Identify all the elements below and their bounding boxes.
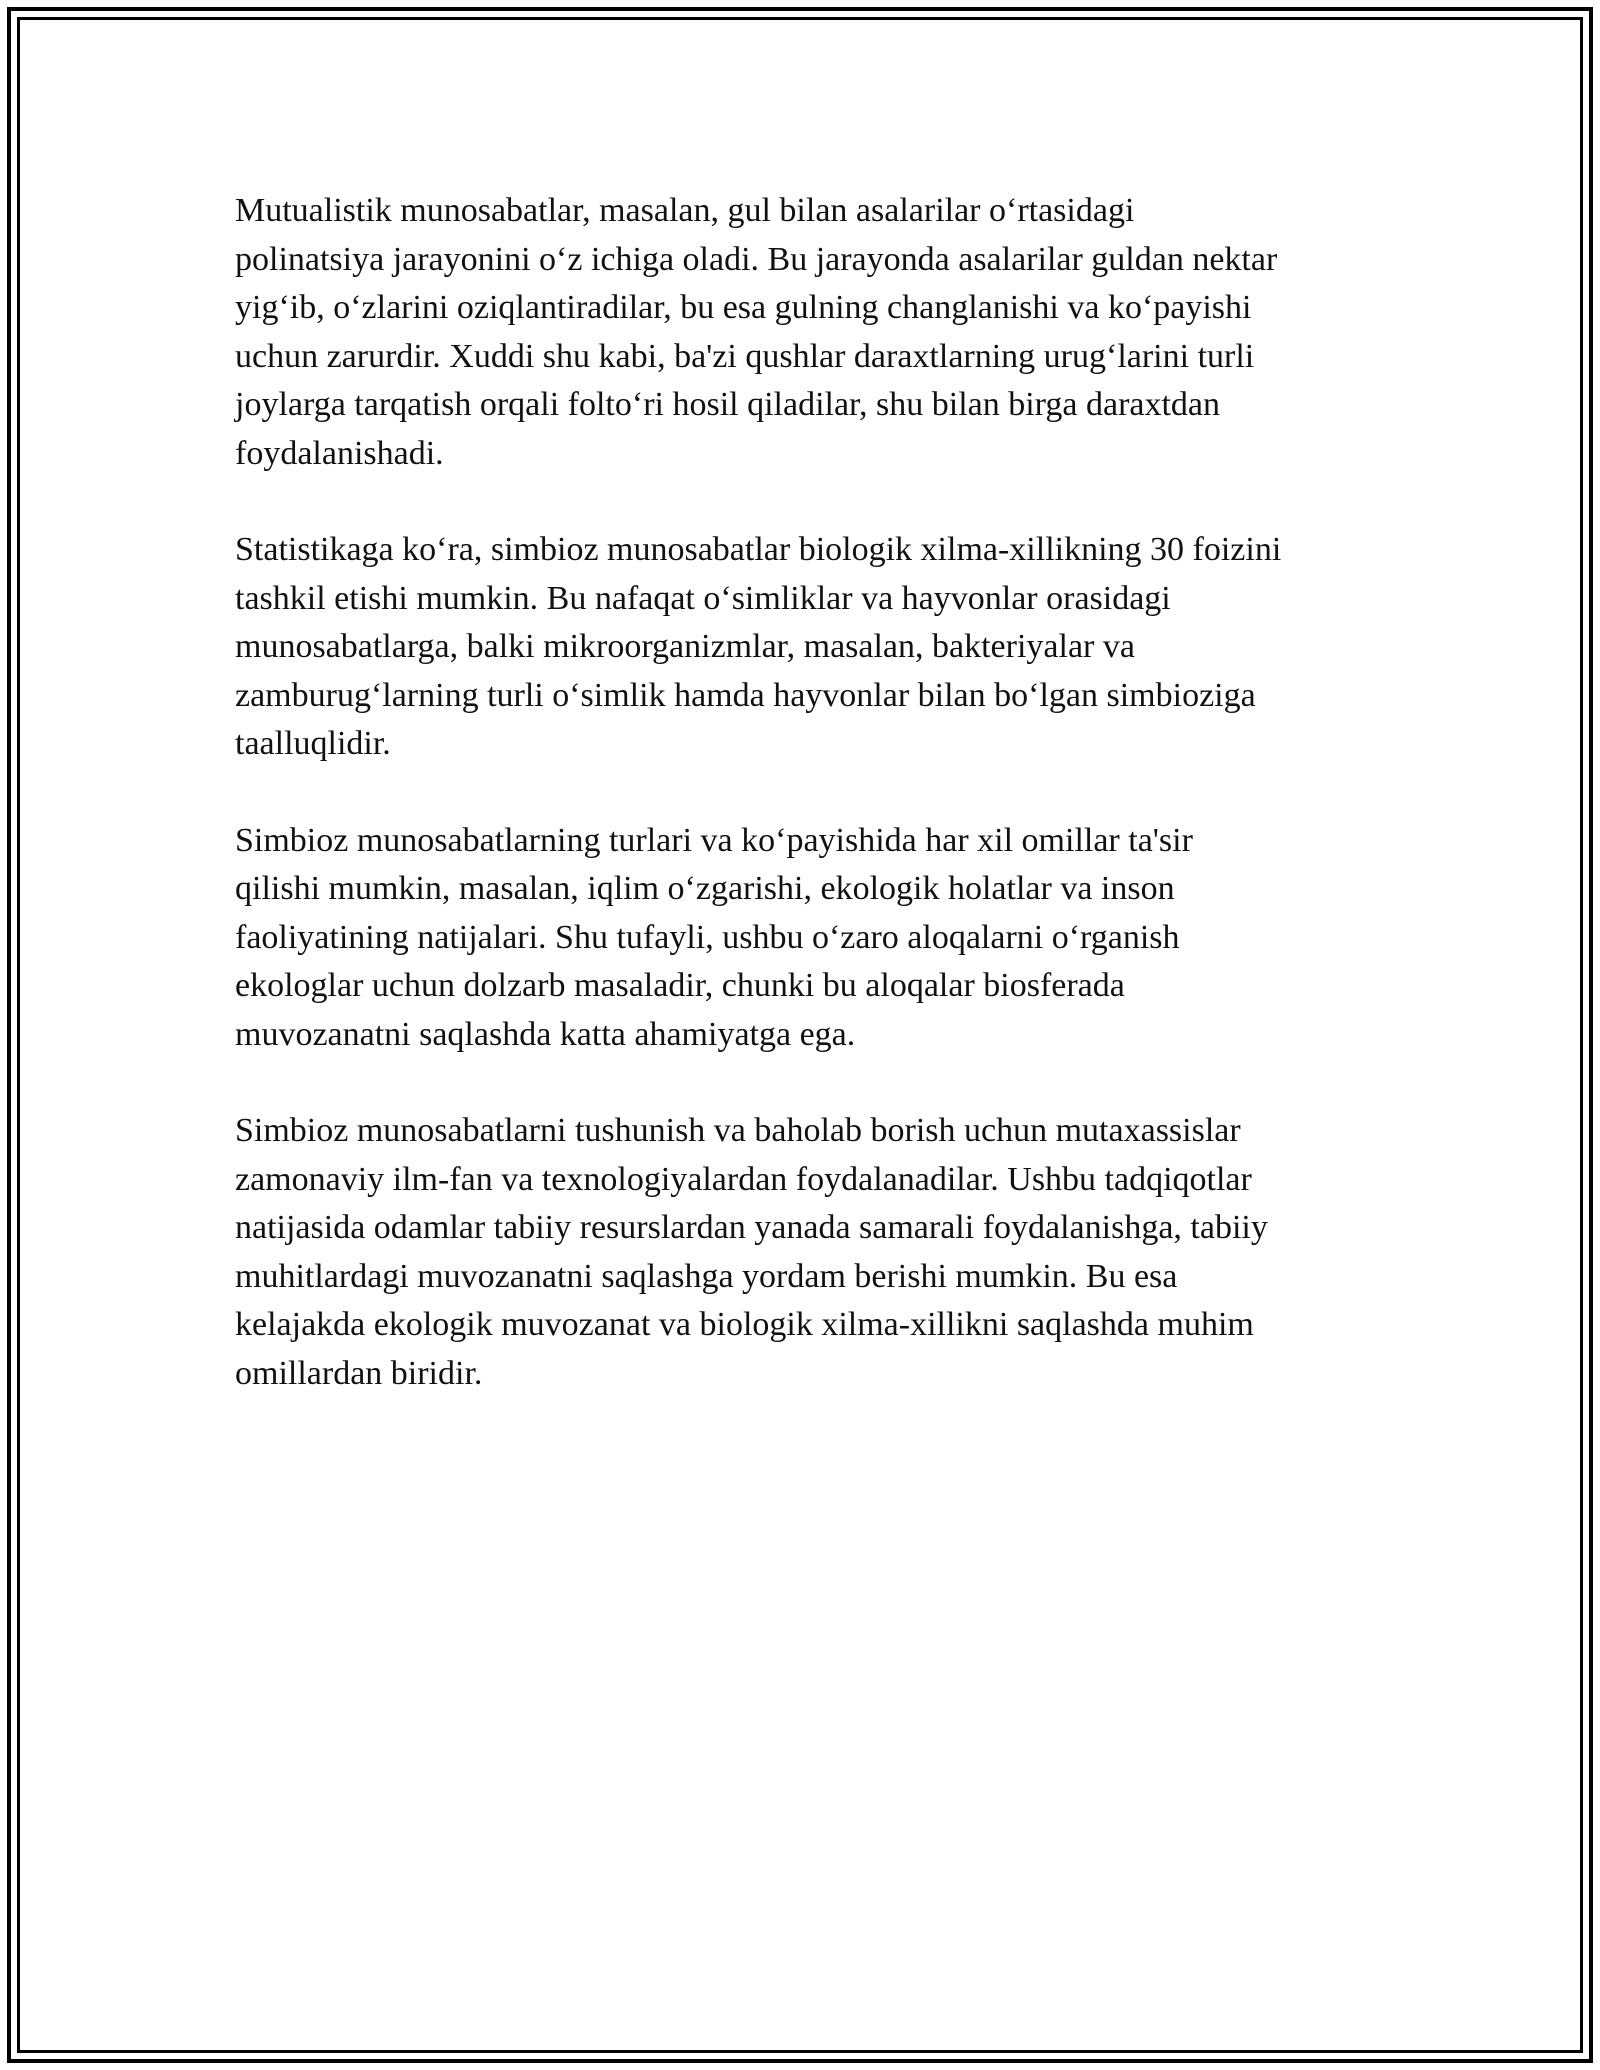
paragraph-2: Statistikaga ko‘ra, simbioz munosabatlar biologik xilma-xillikning 30 foizini tashkil etishi mumkin. Bu nafaqat o‘simliklar va hayvonlar orasidagi munosabatlarga, balki mikroorganizmlar, masalan, bakteriyalar va zamburug‘larning turli o‘simlik hamda hayvonlar bilan bo‘lgan simbioziga taalluqlidir.	[235, 531, 1282, 762]
document-body	[235, 187, 1375, 1446]
paragraph-3: Simbioz munosabatlarning turlari va ko‘payishida har xil omillar ta'sir qilishi mumkin, masalan, iqlim o‘zgarishi, ekologik holatlar va inson faoliyatining natijalari. Shu tufayli, ushbu o‘zaro aloqalarni o‘rganish ekologlar uchun dolzarb masaladir, chunki bu aloqalar biosferada muvozanatni saqlashda katta ahamiyatga ega.	[235, 821, 1193, 1053]
paragraph-1: Mutualistik munosabatlar, masalan, gul bilan asalarilar o‘rtasidagi polinatsiya jarayonini o‘z ichiga oladi. Bu jarayonda asalarilar guldan nektar yig‘ib, o‘zlarini oziqlantiradilar, bu esa gulning changlanishi va ko‘payishi uchun zarurdir. Xuddi shu kabi, ba'zi qushlar daraxtlarning urug‘larini turli joylarga tarqatish orqali folto‘ri hosil qiladilar, shu bilan birga daraxtdan foydalanishadi.	[235, 192, 1278, 472]
paragraph-4: Simbioz munosabatlarni tushunish va baholab borish uchun mutaxassislar zamonaviy ilm-fan va texnologiyalardan foydalanadilar. Ushbu tadqiqotlar natijasida odamlar tabiiy resurslardan yanada samarali foydalanishga, tabiiy muhitlardagi muvozanatni saqlashga yordam berishi mumkin. Bu esa kelajakda ekologik muvozanat va biologik xilma-xillikni saqlashda muhim omillardan biridir.	[235, 1112, 1268, 1392]
